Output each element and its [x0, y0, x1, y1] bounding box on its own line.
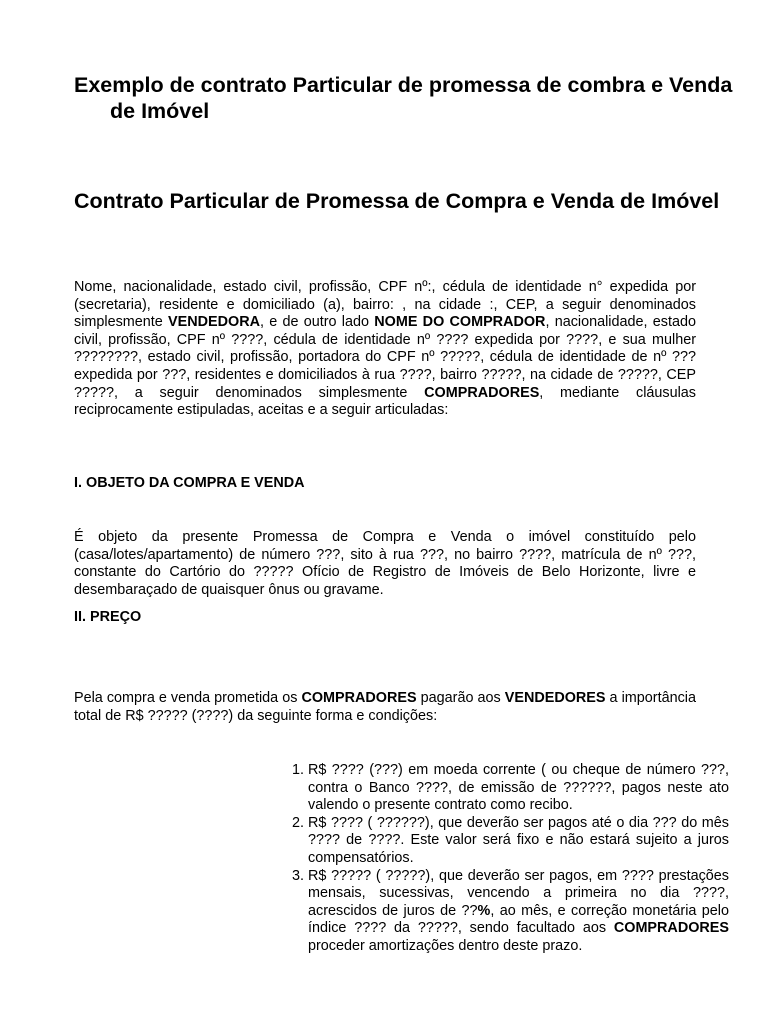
parties-text-1: Nome, nacionalidade, estado civil, profissão, CPF nº:, cédula de identidade n° expedida por (secretaria), residente e domiciliado (a), bairro: , na cidade :, CEP, a seguir denominados simplesmente	[74, 279, 696, 331]
parties-text-3: , nacionalidade, estado civil, profissão, CPF nº ????, cédula de identidade nº ???? expedida por ????, e sua mulher ????????, estado civil, profissão, portadora do CPF nº ?????, cédula de identidade de nº ??? expedida por ???, residentes e domiciliados à rua ????, bairro ?????, na cidade de ?????, CEP ?????, a seguir denominados simplesmente	[74, 314, 696, 401]
payment-term-item: 2. R$ ???? ( ??????), que deverão ser pagos até o dia ??? do mês ???? de ????. Este valor será fixo e não estará sujeito a juros compensatórios.	[308, 815, 729, 868]
term3-text-1: R$ ????? ( ?????), que deverão ser pagos, em ???? prestações mensais, sucessivas, vencendo a primeira no dia ????, acrescidos de juros de ??	[308, 867, 729, 919]
term3-text-3: proceder amortizações dentro deste prazo.	[308, 937, 583, 954]
buyer-name: NOME DO COMPRADOR	[374, 314, 546, 331]
section-heading-object: I. OBJETO DA COMPRA E VENDA	[74, 475, 305, 491]
seller-term: VENDEDORA	[168, 314, 260, 331]
price-text-1: Pela compra e venda prometida os	[74, 690, 302, 706]
price-sellers-term: VENDEDORES	[504, 690, 606, 706]
parties-text-4: , mediante cláusulas reciprocamente estipuladas, aceitas e a seguir articuladas:	[74, 384, 696, 419]
term3-text-2: , ao mês, e correção monetária pelo índice ???? da ?????, sendo facultado aos	[308, 902, 729, 937]
payment-term-item: 1. R$ ???? (???) em moeda corrente ( ou cheque de número ???, contra o Banco ????, de emissão de ??????, pagos neste ato valendo o presente contrato como recibo.	[308, 762, 729, 815]
parties-text-2: , e de outro lado	[259, 314, 375, 331]
price-buyers-term: COMPRADORES	[301, 690, 417, 706]
parties-paragraph	[74, 279, 696, 420]
price-paragraph	[74, 690, 696, 725]
price-text-2: pagarão aos	[416, 690, 505, 706]
contract-title: Contrato Particular de Promessa de Compra e Venda de Imóvel	[74, 189, 720, 213]
payment-term-item	[308, 868, 729, 956]
term3-percent: %	[477, 902, 491, 919]
term3-buyers-term: COMPRADORES	[613, 920, 729, 937]
object-paragraph: É objeto da presente Promessa de Compra e Venda o imóvel constituído pelo (casa/lotes/apartamento) de número ???, sito à rua ???, no bairro ????, matrícula de nº ???, constante do Cartório do ????? Ofício de Registro de Imóveis de Belo Horizonte, livre e desembaraçado de quaisquer ônus ou gravame.	[74, 529, 696, 598]
document-title: Exemplo de contrato Particular de promessa de combra e Venda de Imóvel	[74, 73, 733, 123]
payment-terms-list	[275, 762, 729, 956]
price-text-3: a importância total de R$ ????? (????) da seguinte forma e condições:	[74, 690, 696, 724]
buyers-term: COMPRADORES	[424, 384, 540, 401]
section-heading-price: II. PREÇO	[74, 609, 142, 625]
